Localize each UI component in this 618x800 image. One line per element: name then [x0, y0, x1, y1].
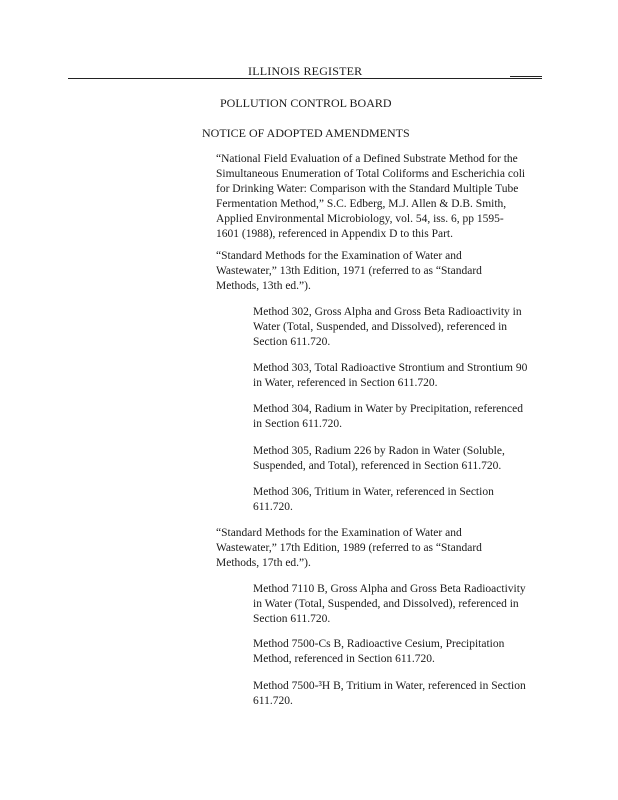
text-line: “Standard Methods for the Examination of Water and — [216, 527, 462, 539]
text-line: “Standard Methods for the Examination of Water and — [216, 250, 462, 262]
method-305 — [253, 444, 505, 474]
text-line: “National Field Evaluation of a Defined Substrate Method for the — [216, 153, 518, 165]
text-line: Applied Environmental Microbiology, vol. 54, iss. 6, pp 1595- — [216, 213, 504, 225]
text-line: in Water (Total, Suspended, and Dissolved), referenced in — [253, 598, 519, 610]
text-line: Method 306, Tritium in Water, referenced in Section — [253, 486, 494, 498]
board-name: POLLUTION CONTROL BOARD — [220, 96, 392, 110]
text-line: Method 302, Gross Alpha and Gross Beta Radioactivity in — [253, 306, 522, 318]
text-line: 611.720. — [253, 501, 293, 513]
text-line: Wastewater,” 17th Edition, 1989 (referred to as “Standard — [216, 542, 482, 554]
reference-standard-methods-13th — [216, 249, 482, 294]
method-7110-b — [253, 582, 526, 627]
method-304 — [253, 402, 523, 432]
text-line: Method, referenced in Section 611.720. — [253, 653, 435, 665]
text-line: Method 305, Radium 226 by Radon in Water (Soluble, — [253, 445, 505, 457]
text-line: Water (Total, Suspended, and Dissolved), referenced in — [253, 321, 508, 333]
text-line: 611.720. — [253, 695, 293, 707]
text-line: Methods, 17th ed.”). — [216, 557, 311, 569]
method-306 — [253, 485, 494, 515]
text-line: Suspended, and Total), referenced in Section 611.720. — [253, 460, 502, 472]
text-line: Method 304, Radium in Water by Precipitation, referenced — [253, 403, 523, 415]
method-302 — [253, 305, 522, 350]
text-line: Method 7500-Cs B, Radioactive Cesium, Precipitation — [253, 638, 505, 650]
text-line: in Water, referenced in Section 611.720. — [253, 377, 438, 389]
reference-standard-methods-17th — [216, 526, 482, 571]
method-7500-cs-b — [253, 637, 504, 667]
text-line: Section 611.720. — [253, 613, 331, 625]
register-title: ILLINOIS REGISTER — [248, 64, 363, 78]
text-line: Wastewater,” 13th Edition, 1971 (referred to as “Standard — [216, 265, 482, 277]
text-line: Methods, 13th ed.”). — [216, 280, 311, 292]
text-line: Fermentation Method,” S.C. Edberg, M.J. Allen & D.B. Smith, — [216, 198, 507, 210]
reference-national-field-evaluation — [216, 152, 525, 242]
text-line: 1601 (1988), referenced in Appendix D to this Part. — [216, 228, 453, 240]
header-rule — [68, 78, 542, 79]
text-line: Method 7500-³H B, Tritium in Water, referenced in Section — [253, 680, 526, 692]
header-rule-tick — [510, 76, 542, 77]
text-line: Section 611.720. — [253, 336, 331, 348]
text-line: for Drinking Water: Comparison with the Standard Multiple Tube — [216, 183, 519, 195]
method-7500-3h-b — [253, 679, 526, 709]
text-line: in Section 611.720. — [253, 418, 343, 430]
text-line: Method 303, Total Radioactive Strontium and Strontium 90 — [253, 362, 528, 374]
notice-title: NOTICE OF ADOPTED AMENDMENTS — [202, 126, 410, 140]
text-line: Simultaneous Enumeration of Total Coliforms and Escherichia coli — [216, 168, 526, 180]
method-303 — [253, 361, 527, 391]
text-line: Method 7110 B, Gross Alpha and Gross Beta Radioactivity — [253, 583, 526, 595]
